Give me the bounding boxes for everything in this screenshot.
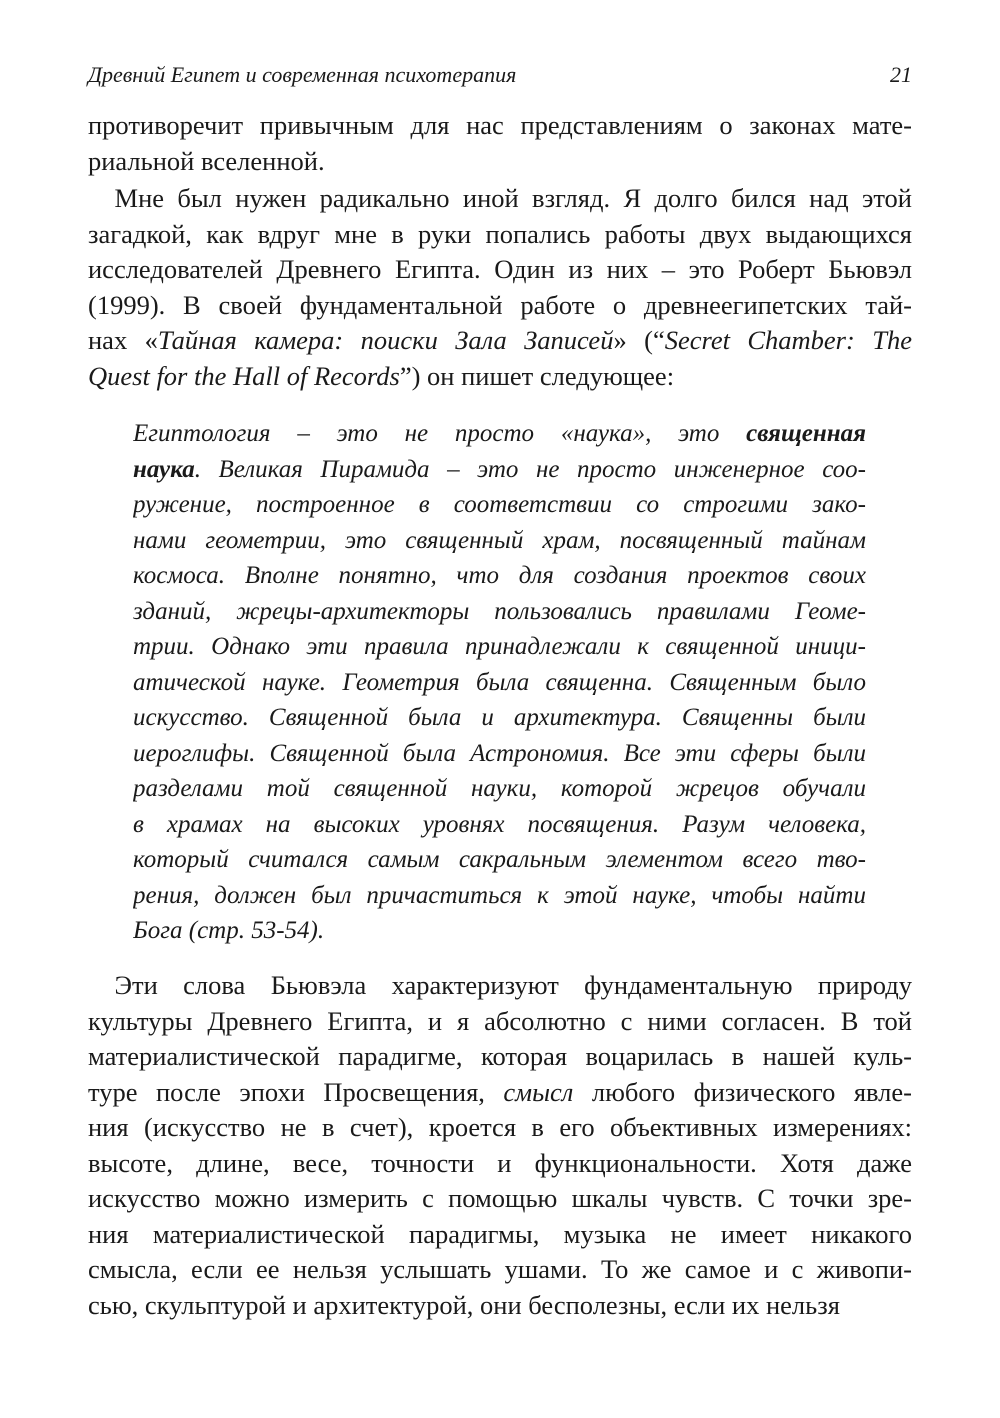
text-line: [88, 1288, 912, 1324]
text-line: [133, 700, 866, 736]
text-line: [133, 523, 866, 559]
paragraph-3: [88, 968, 912, 1323]
bold-text: наука: [133, 455, 195, 483]
text-segment: любого физического явле-: [573, 1076, 912, 1107]
text-segment: искусство можно измерить с помощью шкалы чувств. С точки зре-: [88, 1183, 912, 1213]
paragraph-1: [88, 108, 912, 179]
bold-text: священная: [746, 420, 866, 447]
text-line: [133, 594, 866, 630]
text-segment: который считался самым сакральным элементом всего тво-: [133, 846, 866, 873]
block-quote: [133, 416, 866, 949]
text-segment: Египтология – это не просто «наука», это: [133, 420, 747, 447]
running-title: Древний Египет и современная психотерапия: [88, 62, 517, 87]
text-line: [133, 416, 866, 452]
text-segment: высоте, длине, весе, точности и функциональности. Хотя даже: [88, 1147, 912, 1178]
text-segment: загадкой, как вдруг мне в руки попались работы двух выдающихся: [88, 218, 912, 249]
text-segment: туре после эпохи Просвещения,: [88, 1076, 504, 1107]
text-segment: ружение, построенное в соответствии со строгими зако-: [133, 491, 866, 518]
text-segment: Эти слова Бьювэла характеризуют фундаментальную природу: [88, 970, 912, 1000]
text-line: [88, 359, 912, 395]
text-segment: нах «: [88, 325, 158, 355]
text-segment: культуры Древнего Египта, и я абсолютно с ними согласен. В той: [88, 1005, 912, 1036]
text-line: [133, 913, 866, 949]
text-segment: . Великая Пирамида – это не просто инженерное соо-: [194, 455, 866, 483]
text-segment: в храмах на высоких уровнях посвящения. Разум человека,: [133, 810, 866, 838]
text-line: [88, 252, 912, 288]
text-line: [88, 1075, 912, 1111]
text-segment: риальной вселенной.: [88, 145, 325, 176]
text-line: [133, 558, 866, 594]
text-line: [133, 665, 866, 701]
text-segment: зданий, жрецы-архитекторы пользовались правилами Геоме-: [133, 597, 866, 625]
text-segment: смысла, если ее нельзя услышать ушами. То же самое и с живопи-: [88, 1254, 912, 1284]
italic-text: Тайная камера: поиски Зала Записей: [157, 325, 614, 355]
text-segment: Бога (стр. 53-54).: [133, 917, 325, 944]
text-line: [133, 807, 866, 843]
running-header: [88, 58, 912, 92]
text-line: [88, 108, 912, 144]
paragraph-2: [88, 181, 912, 394]
text-line: [88, 1252, 912, 1288]
text-line: [88, 1039, 912, 1075]
italic-text: Secret Chamber: The: [664, 325, 912, 355]
text-segment: » (“: [613, 325, 665, 355]
text-line: [133, 771, 866, 807]
text-segment: атической науке. Геометрия была священна. Священным было: [133, 668, 866, 696]
text-segment: рения, должен был причаститься к этой науке, чтобы найти: [133, 881, 866, 909]
text-segment: иероглифы. Священной была Астрономия. Все эти сферы были: [133, 739, 866, 767]
text-line: [133, 487, 866, 523]
text-line: [88, 1004, 912, 1040]
text-line: [88, 288, 912, 324]
text-segment: противоречит привычным для нас представлениям о законах мате-: [88, 110, 912, 140]
text-segment: ”) он пишет следующее:: [399, 360, 675, 391]
text-line: [88, 181, 912, 217]
text-segment: трии. Однако эти правила принадлежали к священной иници-: [133, 633, 866, 660]
text-line: [133, 452, 866, 488]
text-segment: ния материалистической парадигмы, музыка не имеет никакого: [88, 1218, 912, 1249]
text-segment: ния (искусство не в счет), кроется в его объективных измерениях:: [88, 1112, 912, 1142]
text-line: [88, 1146, 912, 1182]
text-line: [133, 736, 866, 772]
text-segment: нами геометрии, это священный храм, посвященный тайнам: [133, 526, 866, 554]
italic-text: смысл: [503, 1076, 574, 1107]
text-line: [133, 878, 866, 914]
text-line: [88, 144, 912, 180]
text-line: [88, 323, 912, 359]
text-segment: (1999). В своей фундаментальной работе о древнеегипетских тай-: [88, 289, 912, 320]
text-line: [133, 842, 866, 878]
text-segment: исследователей Древнего Египта. Один из них – это Роберт Бьювэл: [88, 254, 912, 284]
italic-text: Quest for the Hall of Records: [88, 360, 400, 391]
page-number: 21: [890, 62, 912, 87]
text-line: [88, 1110, 912, 1146]
text-line: [88, 1217, 912, 1253]
text-segment: разделами той священной науки, которой жрецов обучали: [133, 775, 866, 802]
text-line: [133, 629, 866, 665]
text-segment: Мне был нужен радикально иной взгляд. Я долго бился над этой: [88, 183, 912, 213]
text-line: [88, 1181, 912, 1217]
text-segment: сью, скульптурой и архитектурой, они бесполезны, если их нельзя: [88, 1289, 840, 1320]
text-segment: космоса. Вполне понятно, что для создания проектов своих: [133, 562, 866, 589]
text-segment: материалистической парадигме, которая воцарилась в нашей куль-: [88, 1041, 912, 1071]
text-line: [88, 968, 912, 1004]
text-segment: искусство. Священной была и архитектура. Священны были: [133, 704, 866, 731]
text-line: [88, 217, 912, 253]
